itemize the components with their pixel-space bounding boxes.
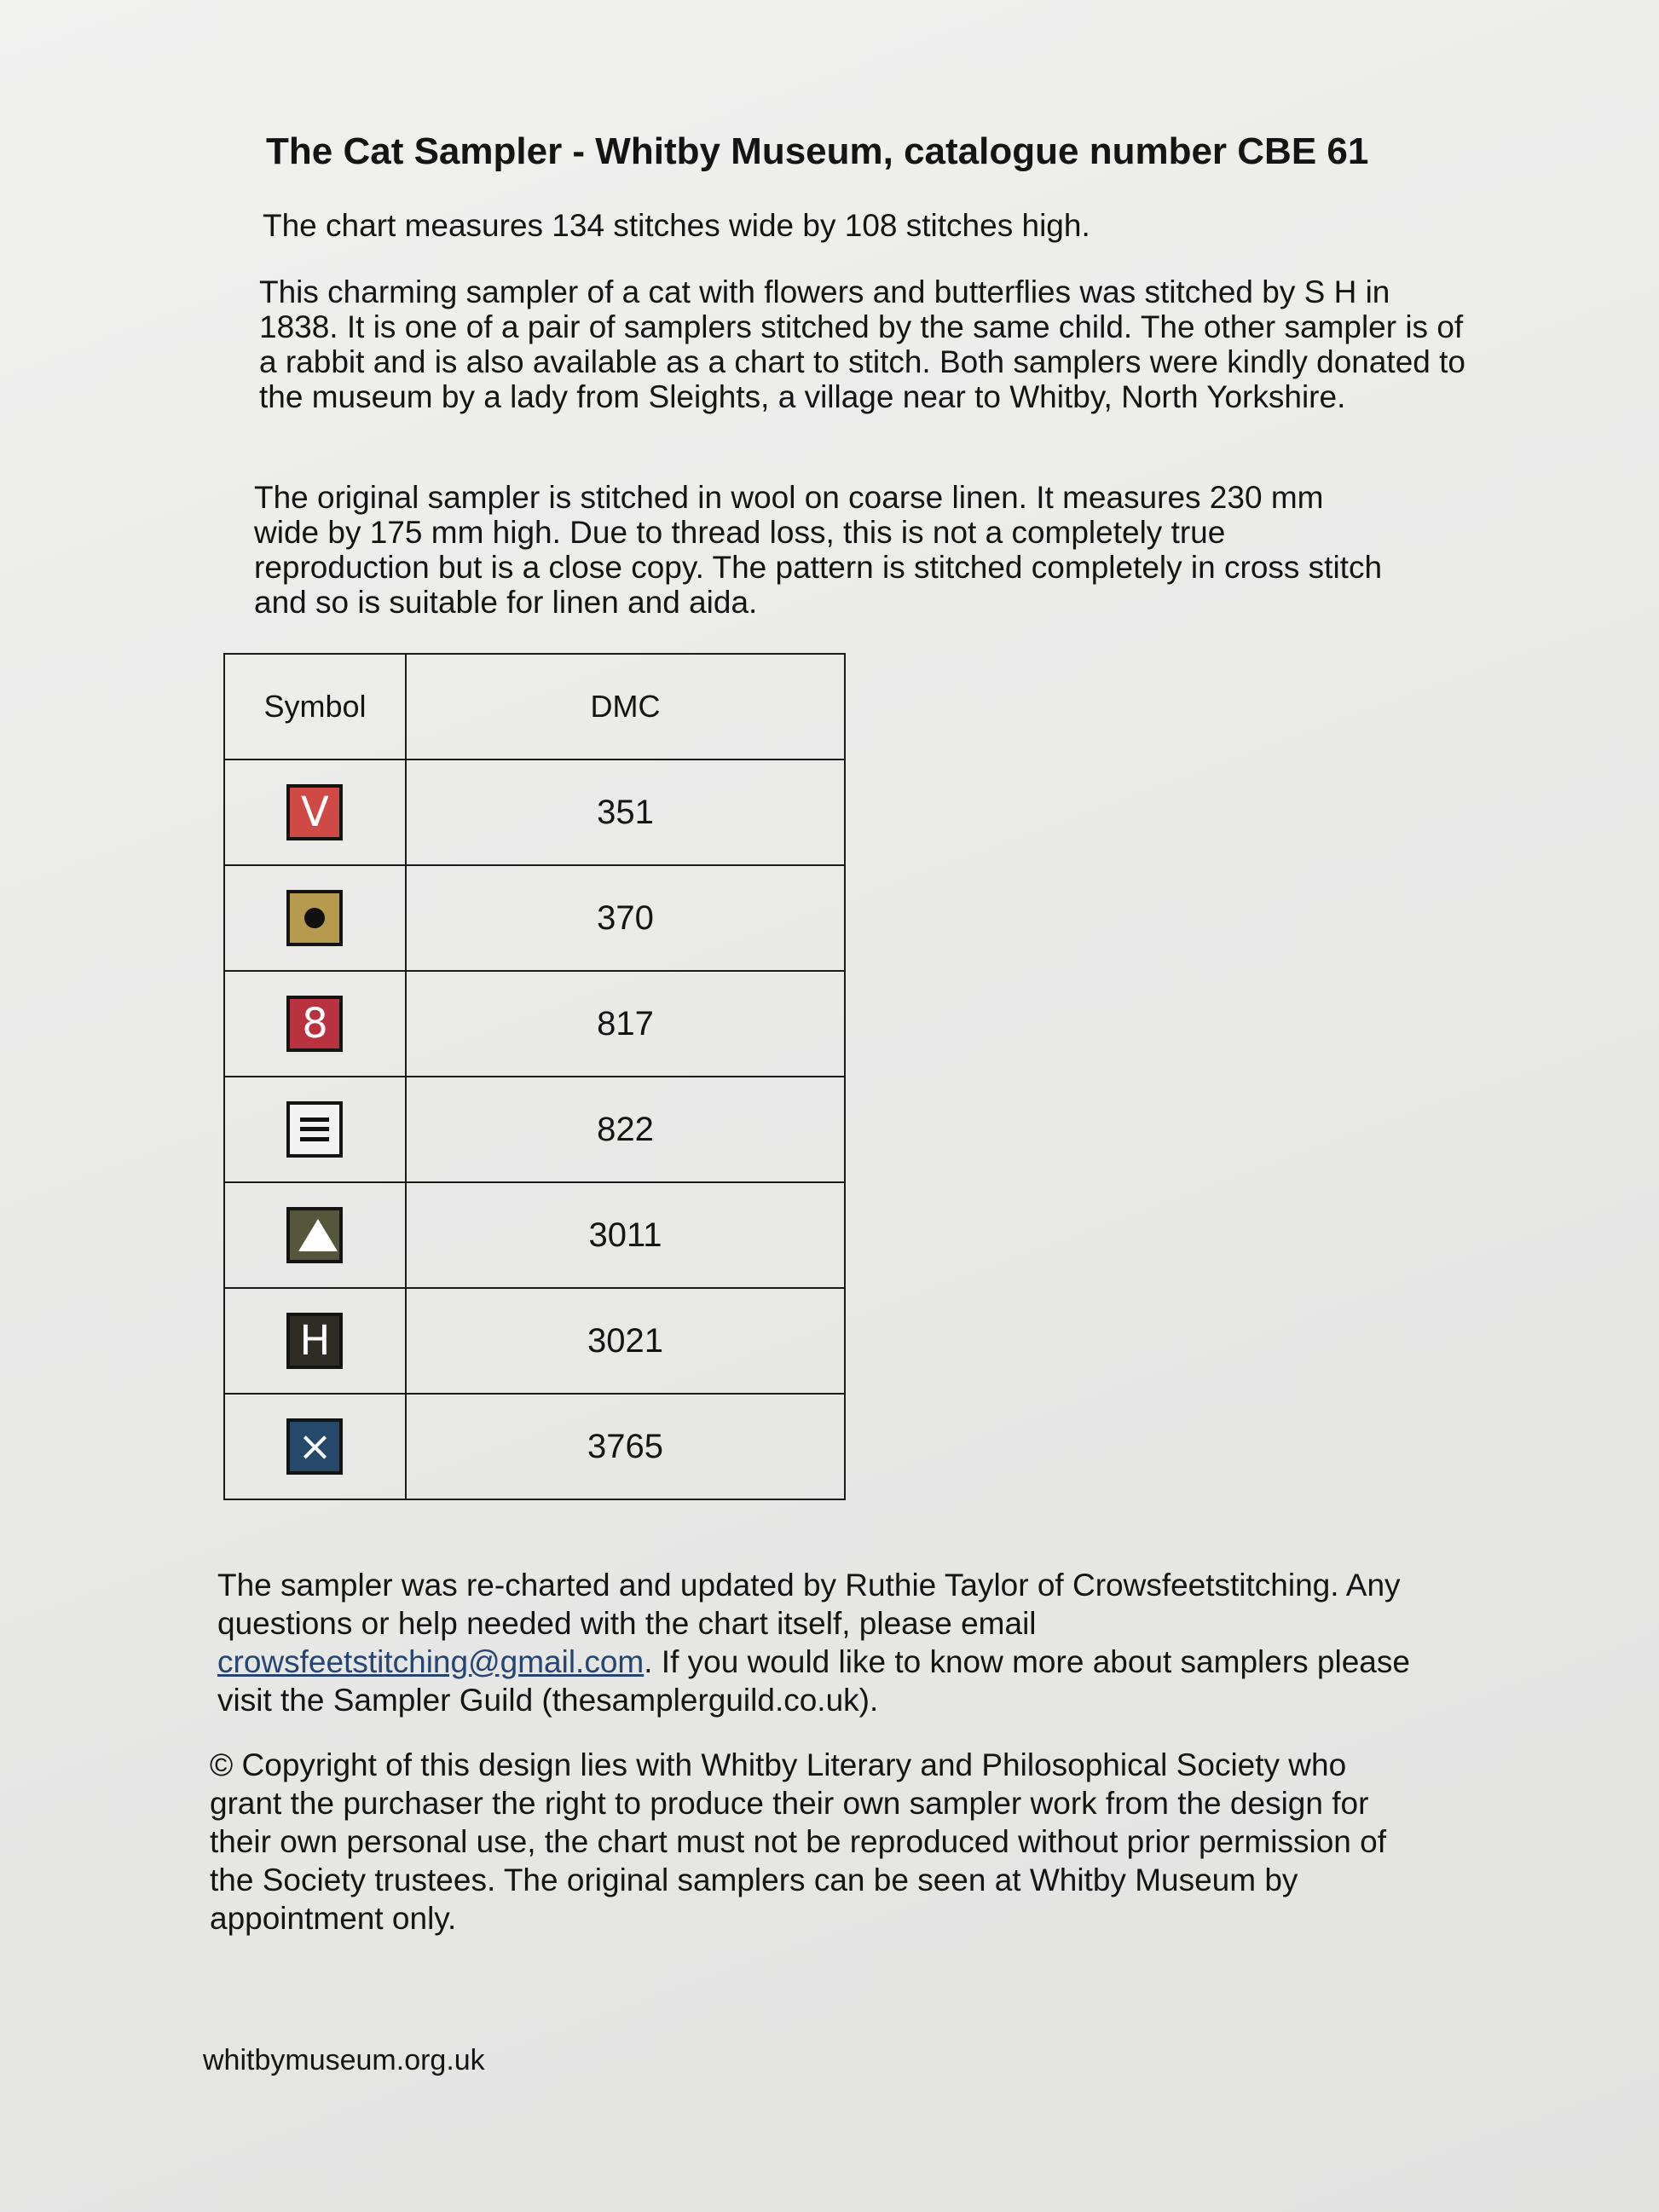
symbol-cell	[224, 1394, 406, 1499]
dmc-cell: 817	[406, 971, 845, 1077]
dmc-cell: 822	[406, 1077, 845, 1182]
symbol-column-header: Symbol	[224, 654, 406, 759]
table-row	[224, 971, 845, 1077]
h-symbol-icon	[286, 1313, 343, 1369]
symbol-cell	[224, 1077, 406, 1182]
table-row	[224, 1288, 845, 1394]
h-symbol-glyph: H	[299, 1317, 331, 1365]
symbol-cell	[224, 971, 406, 1077]
copyright-paragraph: © Copyright of this design lies with Whitby Literary and Philosophical Society who grant the purchaser the right to produce their own sampler work from the design for their own personal use, the chart must not be reproduced without prior permission of the Society trustees. The original samplers can be seen at Whitby Museum by appointment only.	[210, 1747, 1387, 1936]
page-title: The Cat Sampler - Whitby Museum, catalogue number CBE 61	[266, 130, 1369, 172]
dot-symbol-icon	[286, 890, 343, 946]
chart-size-text: The chart measures 134 stitches wide by 108 stitches high.	[263, 208, 1090, 243]
table-row	[224, 1182, 845, 1288]
description-paragraph: This charming sampler of a cat with flowers and butterflies was stitched by S H in 1838. It is one of a pair of samplers stitched by the same child. The other sampler is of a rabbit and is also available as a chart to stitch. Both samplers were kindly donated to the museum by a lady from Sleights, a village near to Whitby, North Yorkshire.	[259, 274, 1465, 414]
original-sampler-paragraph: The original sampler is stitched in wool on coarse linen. It measures 230 mm wide by 175 mm high. Due to thread loss, this is not a completely true reproduction but is a close copy. The pattern is stitched completely in cross stitch and so is suitable for linen and aida.	[254, 480, 1383, 620]
dmc-cell: 3765	[406, 1394, 845, 1499]
dmc-cell: 351	[406, 759, 845, 865]
thread-key-table	[223, 653, 846, 1500]
recharted-text-after: . If you would like to know more about samplers please visit the Sampler Guild (thesamplerguild.co.uk).	[217, 1644, 1410, 1718]
dmc-column-header: DMC	[406, 654, 845, 759]
eight-symbol-glyph: 8	[302, 1000, 328, 1048]
dmc-cell: 3021	[406, 1288, 845, 1394]
recharted-paragraph	[217, 1566, 1462, 1719]
x-symbol-icon	[286, 1418, 343, 1475]
table-row	[224, 1394, 845, 1499]
symbol-cell	[224, 1182, 406, 1288]
table-row	[224, 1077, 845, 1182]
recharted-text-before: The sampler was re-charted and updated by Ruthie Taylor of Crowsfeetstitching. Any questions or help needed with the chart itself, please email	[217, 1568, 1401, 1641]
table-row	[224, 865, 845, 971]
bars-shape	[300, 1118, 329, 1141]
table-row	[224, 759, 845, 865]
bars-symbol-icon	[286, 1101, 343, 1158]
triangle-shape	[298, 1219, 338, 1251]
v-symbol-icon	[286, 784, 343, 840]
email-link[interactable]: crowsfeetstitching@gmail.com	[217, 1644, 645, 1679]
dmc-cell: 370	[406, 865, 845, 971]
dot-shape	[304, 908, 325, 928]
symbol-cell	[224, 865, 406, 971]
eight-symbol-icon	[286, 996, 343, 1052]
triangle-symbol-icon	[286, 1207, 343, 1263]
dmc-cell: 3011	[406, 1182, 845, 1288]
footer-url: whitbymuseum.org.uk	[203, 2044, 485, 2076]
symbol-cell	[224, 759, 406, 865]
x-symbol-glyph: ×	[298, 1423, 332, 1470]
symbol-cell	[224, 1288, 406, 1394]
v-symbol-glyph: V	[301, 788, 329, 836]
table-header-row	[224, 654, 845, 759]
